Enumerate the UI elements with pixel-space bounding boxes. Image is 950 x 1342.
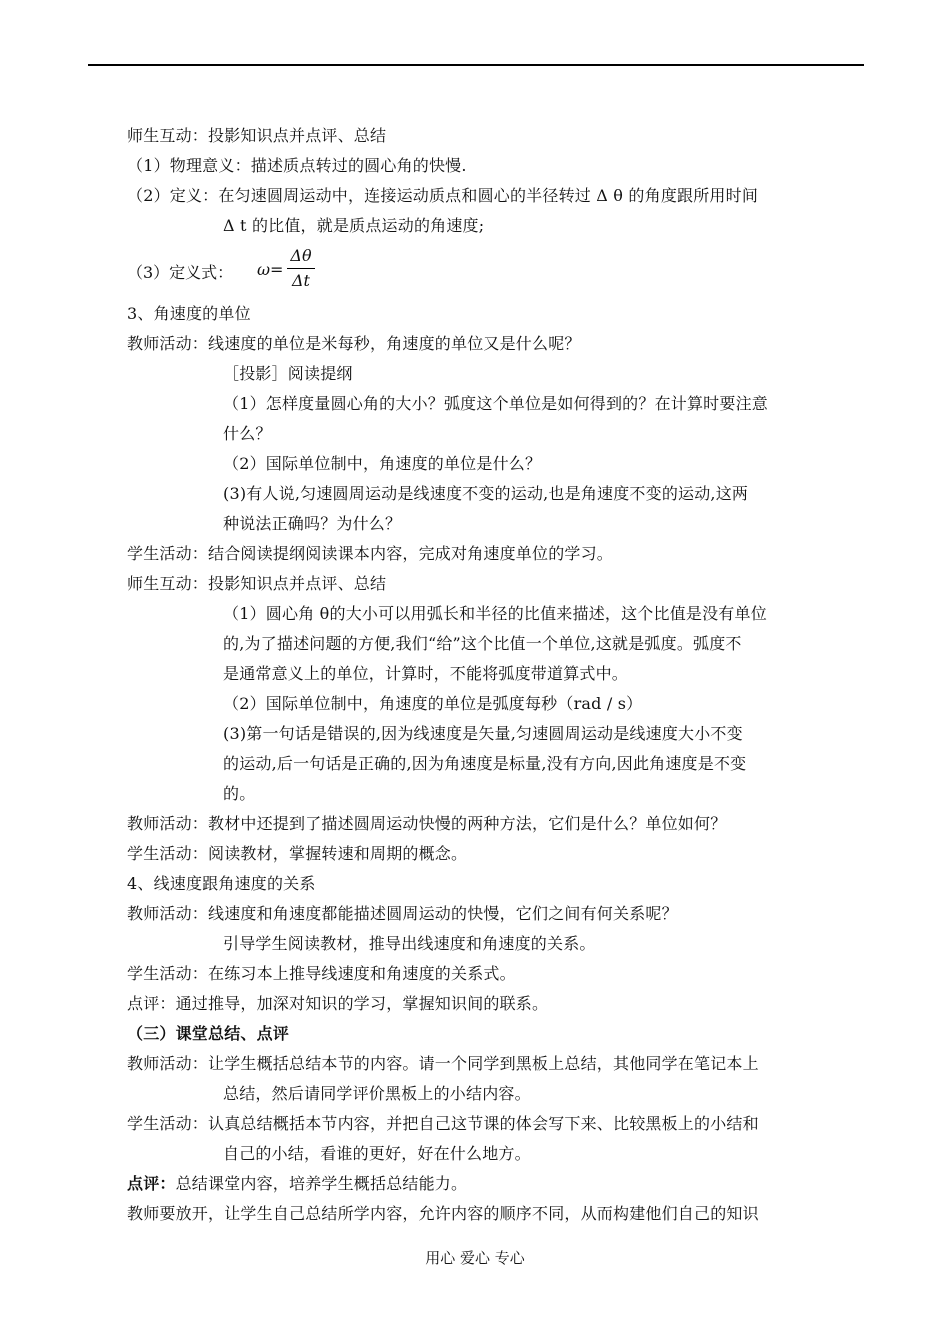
formula-fraction xyxy=(287,246,315,291)
text-line: 的。 xyxy=(223,784,256,803)
section-heading: 4、线速度跟角速度的关系 xyxy=(127,874,316,893)
text-line: （2）国际单位制中，角速度的单位是什么？ xyxy=(223,454,542,473)
text-line: （1）怎样度量圆心角的大小？弧度这个单位是如何得到的？在计算时要注意 xyxy=(223,394,768,413)
fraction-bar xyxy=(287,268,315,269)
text-line: （1）圆心角 θ的大小可以用弧长和半径的比值来描述，这个比值是没有单位 xyxy=(223,604,767,623)
text-line: 教师活动：教材中还提到了描述圆周运动快慢的两种方法，它们是什么？单位如何？ xyxy=(127,814,727,833)
section-heading: （三）课堂总结、点评 xyxy=(127,1024,290,1043)
formula-numerator: Δθ xyxy=(290,246,312,265)
formula-lhs: ω= xyxy=(257,260,284,279)
text-line xyxy=(127,1174,867,1194)
text-line: 的,为了描述问题的方便,我们“给”这个比值一个单位,这就是弧度。弧度不 xyxy=(223,634,742,653)
text-line: 引导学生阅读教材，推导出线速度和角速度的关系。 xyxy=(223,934,596,953)
text-line: 教师活动：让学生概括总结本节的内容。请一个同学到黑板上总结，其他同学在笔记本上 xyxy=(127,1054,759,1073)
text-line: 的运动,后一句话是正确的,因为角速度是标量,没有方向,因此角速度是不变 xyxy=(223,754,747,773)
text-line: 教师活动：线速度的单位是米每秒，角速度的单位又是什么呢？ xyxy=(127,334,581,353)
text-line: 种说法正确吗？为什么？ xyxy=(223,514,402,533)
formula-label: （3）定义式： xyxy=(127,263,234,282)
text-line: （1）物理意义：描述质点转过的圆心角的快慢. xyxy=(127,156,467,175)
text-line: 教师活动：线速度和角速度都能描述圆周运动的快慢，它们之间有何关系呢？ xyxy=(127,904,678,923)
comment-label: 点评： xyxy=(127,1174,176,1193)
text-line: 点评：通过推导，加深对知识的学习，掌握知识间的联系。 xyxy=(127,994,549,1013)
text-line: 学生活动：在练习本上推导线速度和角速度的关系式。 xyxy=(127,964,516,983)
text-line: 自己的小结，看谁的更好，好在什么地方。 xyxy=(223,1144,531,1163)
text-line: 什么？ xyxy=(223,424,272,443)
page-footer: 用心 爱心 专心 xyxy=(425,1249,525,1267)
text-line: （2）国际单位制中，角速度的单位是弧度每秒（rad / s） xyxy=(223,694,643,713)
text-line: Δ t 的比值，就是质点运动的角速度; xyxy=(223,216,485,235)
text-line: 学生活动：结合阅读提纲阅读课本内容，完成对角速度单位的学习。 xyxy=(127,544,614,563)
text-line: 学生活动：认真总结概括本节内容，并把自己这节课的体会写下来、比较黑板上的小结和 xyxy=(127,1114,759,1133)
text-line: 是通常意义上的单位，计算时，不能将弧度带道算式中。 xyxy=(223,664,629,683)
text-line: 师生互动：投影知识点并点评、总结 xyxy=(127,126,387,145)
text-line: 教师要放开，让学生自己总结所学内容，允许内容的顺序不同，从而构建他们自己的知识 xyxy=(127,1204,759,1223)
text-line: (3)第一句话是错误的,因为线速度是矢量,匀速圆周运动是线速度大小不变 xyxy=(223,724,743,743)
formula-denominator: Δt xyxy=(292,271,310,290)
comment-text: 总结课堂内容，培养学生概括总结能力。 xyxy=(175,1174,468,1193)
text-line: 总结，然后请同学评价黑板上的小结内容。 xyxy=(223,1084,531,1103)
text-line: (3)有人说,匀速圆周运动是线速度不变的运动,也是角速度不变的运动,这两 xyxy=(223,484,749,503)
text-line: （2）定义：在匀速圆周运动中，连接运动质点和圆心的半径转过 Δ θ 的角度跟所用时间 xyxy=(127,186,759,205)
text-line: ［投影］阅读提纲 xyxy=(223,364,353,383)
text-line: 师生互动：投影知识点并点评、总结 xyxy=(127,574,387,593)
text-line: 学生活动：阅读教材，掌握转速和周期的概念。 xyxy=(127,844,468,863)
header-rule xyxy=(88,64,864,66)
section-heading: 3、角速度的单位 xyxy=(127,304,251,323)
